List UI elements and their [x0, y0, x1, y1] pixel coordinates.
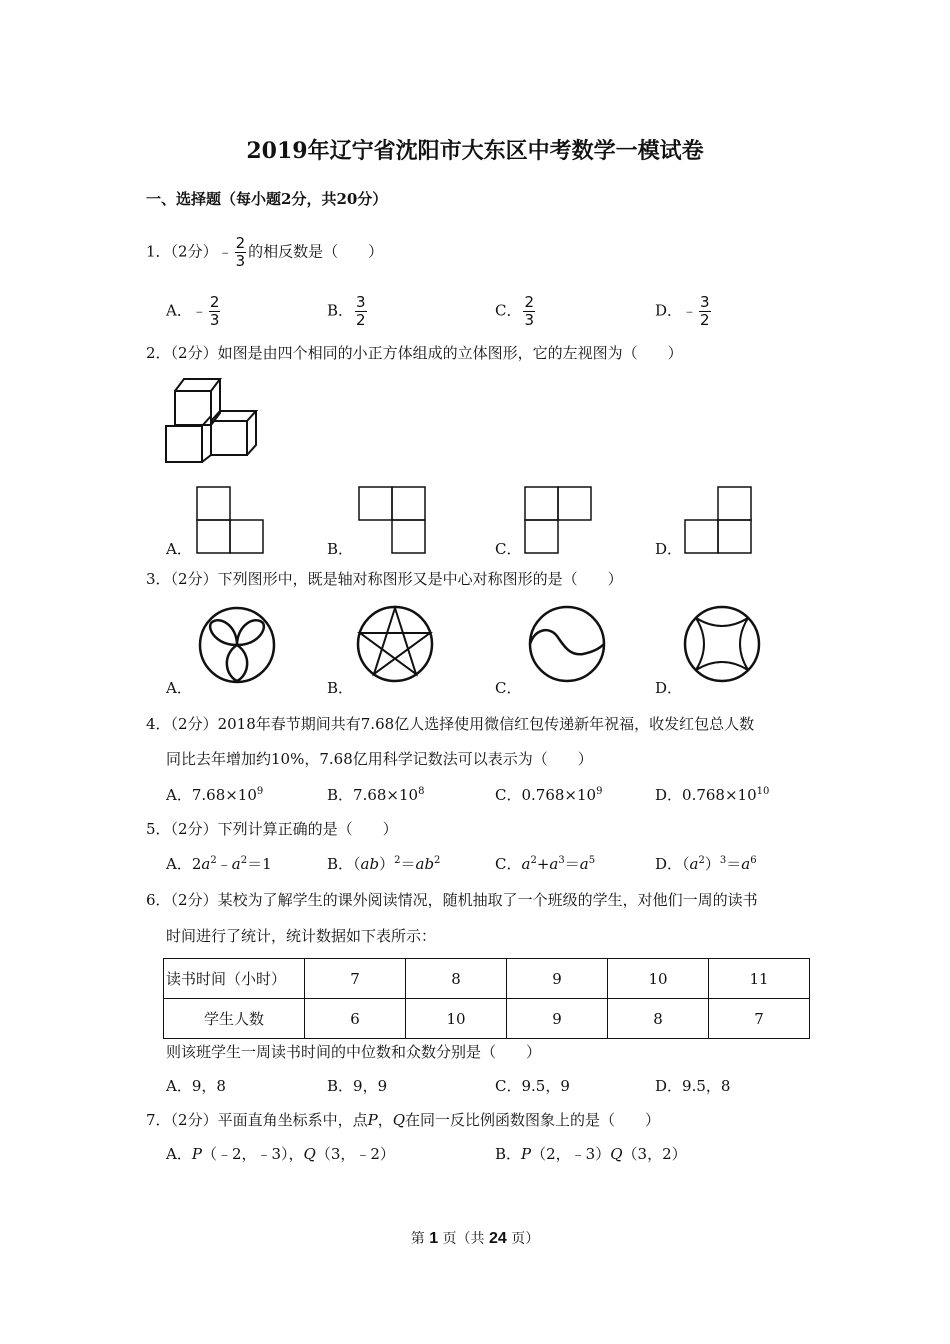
- table-cell: 9: [507, 959, 608, 999]
- pentagram-circle-icon: [355, 604, 435, 684]
- left-view-option-a: [196, 486, 266, 554]
- footer-text: 第: [410, 1231, 430, 1247]
- option-c[interactable]: [495, 784, 602, 806]
- fraction-denominator: 3: [524, 311, 535, 329]
- left-view-option-d: [684, 486, 754, 554]
- point-q: Q: [392, 1111, 406, 1129]
- option-label: D．: [655, 301, 683, 320]
- fraction-numerator: 3: [356, 293, 366, 311]
- separator: ，: [377, 1111, 393, 1129]
- option-a[interactable]: A．: [166, 540, 192, 558]
- page-number: 1: [429, 1230, 439, 1247]
- question-1-suffix: 的相反数是（ ）: [248, 242, 384, 261]
- fraction: [355, 294, 367, 329]
- option-label: C．: [495, 301, 522, 320]
- fraction: [523, 294, 535, 329]
- option-label: D．: [655, 855, 683, 873]
- point-q-coords: （3，2）: [622, 1145, 687, 1163]
- question-4-line-1: 4．（2分）2018年春节期间共有7.68亿人选择使用微信红包传递新年祝福，收发红包总人数: [146, 715, 755, 733]
- table-cell: 10: [406, 999, 507, 1039]
- fraction: [235, 235, 247, 270]
- table-cell: 9: [507, 999, 608, 1039]
- fraction-numerator: 2: [524, 293, 535, 311]
- option-c[interactable]: C．$a^2+a^3=a^5$: [495, 855, 596, 873]
- option-label: B．: [327, 855, 354, 873]
- minus-sign: ﹣: [682, 301, 698, 320]
- page-footer: [0, 1228, 950, 1248]
- minus-sign: ﹣: [217, 242, 233, 261]
- option-b[interactable]: [327, 784, 424, 806]
- fraction-numerator: 2: [235, 234, 246, 252]
- table-cell: 6: [305, 999, 406, 1039]
- three-petal-circle-icon: [197, 605, 277, 685]
- question-5: 5．（2分）下列计算正确的是（ ）: [146, 820, 398, 838]
- option-label: A．: [166, 1145, 192, 1163]
- option-a[interactable]: [166, 784, 263, 806]
- option-a[interactable]: A．: [166, 679, 192, 697]
- question-4-line-2: 同比去年增加约10%，7.68亿用科学记数法可以表示为（ ）: [166, 750, 593, 768]
- option-base: 7.68×10: [191, 786, 257, 804]
- point-p-coords: （2，﹣3）: [531, 1145, 611, 1163]
- question-1-prefix: 1．（2分）: [146, 242, 218, 261]
- question-2: 2．（2分）如图是由四个相同的小正方体组成的立体图形，它的左视图为（ ）: [146, 344, 683, 362]
- point-p: P: [367, 1111, 378, 1129]
- option-base: 0.768×10: [682, 786, 757, 804]
- left-view-option-b: [358, 486, 428, 554]
- point-p: P: [191, 1145, 202, 1163]
- option-label: C．: [495, 786, 522, 804]
- option-a[interactable]: A．9，8: [166, 1077, 226, 1095]
- option-base: 0.768×10: [521, 786, 597, 804]
- question-6-line-2: 时间进行了统计，统计数据如下表所示：: [166, 927, 437, 945]
- option-c[interactable]: C．: [495, 540, 522, 558]
- point-q: Q: [610, 1145, 623, 1163]
- option-label: C．: [495, 855, 522, 873]
- table-row: [164, 959, 810, 999]
- option-b[interactable]: B．: [327, 679, 354, 697]
- page-title: 2019年辽宁省沈阳市大东区中考数学一模试卷: [246, 138, 704, 164]
- data-table: [163, 958, 810, 1039]
- option-label: A．: [166, 301, 192, 320]
- table-cell: 8: [608, 999, 709, 1039]
- option-c[interactable]: [495, 294, 537, 329]
- option-exponent: 9: [256, 786, 264, 797]
- option-d[interactable]: [655, 784, 769, 806]
- option-a[interactable]: [166, 1143, 395, 1165]
- fraction: [209, 294, 221, 329]
- option-d[interactable]: [655, 294, 713, 329]
- fraction-denominator: 3: [209, 311, 220, 329]
- cube-figure: [160, 374, 260, 466]
- section-heading: 一、选择题（每小题2分，共20分）: [146, 190, 388, 208]
- option-label: B．: [495, 1145, 522, 1163]
- option-d[interactable]: D．: [655, 679, 683, 697]
- footer-text: 页）: [506, 1231, 540, 1247]
- option-b[interactable]: [327, 294, 369, 329]
- table-cell: 10: [608, 959, 709, 999]
- option-d[interactable]: D．: [655, 540, 683, 558]
- question-6-line-1: 6．（2分）某校为了解学生的课外阅读情况，随机抽取了一个班级的学生，对他们一周的读书: [146, 891, 758, 909]
- table-cell: 11: [709, 959, 810, 999]
- question-7-text: 7．（2分）平面直角坐标系中，点: [146, 1111, 368, 1129]
- option-c[interactable]: C．: [495, 679, 522, 697]
- footer-text: 页（共: [438, 1231, 489, 1247]
- left-view-option-c: [524, 486, 594, 554]
- table-cell: 7: [709, 999, 810, 1039]
- option-c[interactable]: C．9.5，9: [495, 1077, 570, 1095]
- fraction-numerator: 3: [700, 293, 710, 311]
- option-b[interactable]: B．9，9: [327, 1077, 388, 1095]
- fraction-denominator: 2: [700, 311, 710, 329]
- point-q: Q: [303, 1145, 316, 1163]
- table-cell: 8: [406, 959, 507, 999]
- point-q-coords: （3，﹣2）: [315, 1145, 395, 1163]
- table-cell: 7: [305, 959, 406, 999]
- option-label: A．: [166, 786, 192, 804]
- option-base: 7.68×10: [353, 786, 419, 804]
- total-pages: 24: [489, 1230, 507, 1247]
- fraction: [699, 294, 711, 329]
- option-a[interactable]: [166, 294, 222, 329]
- option-label: B．: [327, 786, 354, 804]
- fraction-numerator: 2: [209, 293, 220, 311]
- point-p-coords: （﹣2，﹣3），: [201, 1145, 304, 1163]
- minus-sign: ﹣: [191, 301, 207, 320]
- option-exponent: 8: [418, 786, 425, 797]
- question-7-text-2: 在同一反比例函数图象上的是（ ）: [405, 1111, 661, 1129]
- option-exponent: 9: [596, 786, 603, 797]
- option-b[interactable]: B．$(ab)^2=ab^2$: [327, 855, 441, 873]
- question-1: [146, 235, 383, 270]
- option-a[interactable]: A．$2a^2﹣a^2=1$: [166, 855, 272, 873]
- point-p: P: [521, 1145, 532, 1163]
- option-label: A．: [166, 855, 192, 873]
- table-row: [164, 999, 810, 1039]
- option-exponent: 10: [756, 786, 770, 797]
- option-b[interactable]: [495, 1143, 687, 1165]
- option-d[interactable]: D．$(a^2)^3=a^6$: [655, 855, 757, 873]
- question-7: [146, 1109, 660, 1131]
- question-3: 3．（2分）下列图形中，既是轴对称图形又是中心对称图形的是（ ）: [146, 570, 623, 588]
- s-curve-circle-icon: [527, 604, 607, 684]
- fraction-denominator: 2: [356, 311, 366, 329]
- option-d[interactable]: D．9.5，8: [655, 1077, 731, 1095]
- option-label: B．: [327, 301, 354, 320]
- question-6-followup: 则该班学生一周读书时间的中位数和众数分别是（ ）: [166, 1043, 542, 1061]
- fraction-denominator: 3: [235, 252, 246, 270]
- option-b[interactable]: B．: [327, 540, 354, 558]
- option-label: D．: [655, 786, 683, 804]
- table-header-cell: 读书时间（小时）: [164, 959, 305, 999]
- table-header-cell: 学生人数: [164, 999, 305, 1039]
- four-arc-circle-icon: [682, 604, 762, 684]
